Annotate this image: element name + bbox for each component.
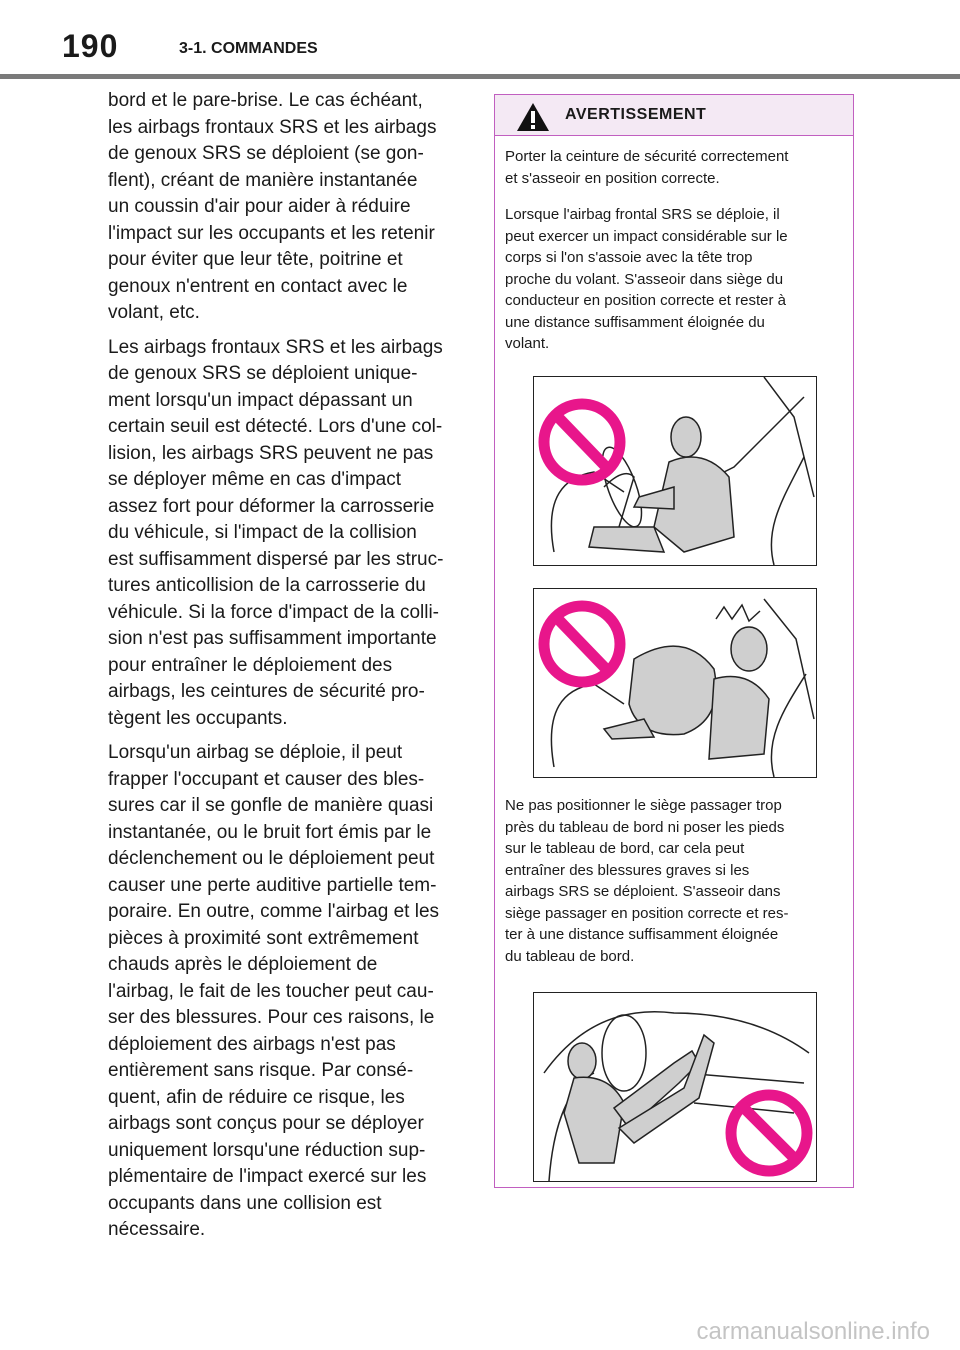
driver-too-close-drawing [534,377,816,565]
illustration-airbag-impact [533,588,817,778]
warning-text-driver: Lorsque l'airbag frontal SRS se déploie, il peut exercer un impact considérable sur le corps si l'on s'assoie avec la tête trop proche du volant. S'asseoir dans siège du conducteur en position correcte et rester à une distance suffisamment éloignée du volant. [505,206,788,352]
watermark: carmanualsonline.info [696,1318,930,1345]
body-paragraph-2: Les airbags frontaux SRS et les airbags de genoux SRS se déploient unique- ment lorsqu'un impact dépassant un certain seuil est détecté. Lors d'une col- lision, les airbags SRS peuvent ne pas se déployer même en cas d'impact assez fort pour déformer la carrosserie du véhicule, si l'impact de la collision est suffisamment dispersé par les struc- tures anticollision de la carrosserie du véhicule. Si la force d'impact de la colli- sion n'est pas suffisamment importante pour entraîner le déploiement des airbags, les ceintures de sécurité pro- tègent les occupants. [108,336,444,729]
header-divider [0,74,960,79]
warning-triangle-icon [515,101,551,133]
page-header [0,0,960,80]
warning-intro: Porter la ceinture de sécurité correctement et s'asseoir en position correcte. [505,148,789,187]
warning-text-passenger: Ne pas positionner le siège passager trop près du tableau de bord ni poser les pieds sur le tableau de bord, car cela peut entraîner des blessures graves si les airbags SRS se déploient. S'asseoir dans siège passager en position correcte et res- ter à une distance suffisamment éloignée du tableau de bord. [505,797,789,965]
airbag-impact-drawing [534,589,816,777]
illustration-driver-too-close [533,376,817,566]
body-paragraph-1: bord et le pare-brise. Le cas échéant, les airbags frontaux SRS et les airbags de genoux SRS se déploient (se gon- flent), créant de manière instantanée un coussin d'air pour aider à réduire l'impact sur les occupants et les retenir pour éviter que leur tête, poitrine et genoux n'entrent en contact avec le volant, etc. [108,90,437,323]
warning-box [494,94,854,1188]
feet-on-dashboard-drawing [534,993,816,1181]
section-title: 3-1. COMMANDES [179,40,318,57]
warning-title: AVERTISSEMENT [565,106,707,123]
body-text-column [108,88,464,1252]
illustration-feet-on-dashboard [533,992,817,1182]
page-number: 190 [62,28,119,64]
warning-header [495,95,853,136]
body-paragraph-3: Lorsqu'un airbag se déploie, il peut frapper l'occupant et causer des bles- sures car il se gonfle de manière quasi instantanée, ou le bruit fort émis par le déclenchement ou le déploiement peut causer une perte auditive partielle tem- poraire. En outre, comme l'airbag et les pièces à proximité sont extrêmement chauds après le déploiement de l'airbag, le fait de les toucher peut cau- ser des blessures. Pour ces raisons, le déploiement des airbags n'est pas entièrement sans risque. Par consé- quent, afin de réduire ce risque, les airbags sont conçus pour se déployer uniquement lorsqu'une réduction sup- plémentaire de l'impact exercé sur les occupants dans une collision est nécessaire. [108,742,440,1240]
